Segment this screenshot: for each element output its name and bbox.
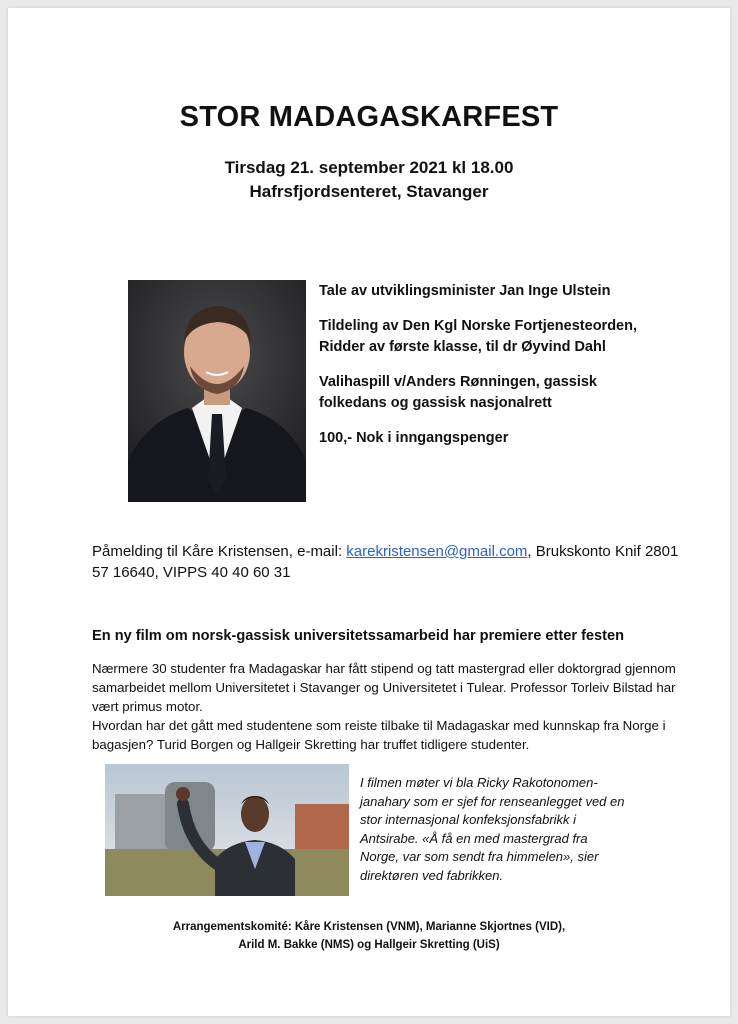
film-paragraph-1: Nærmere 30 studenter fra Madagaskar har fått stipend og tatt mastergrad eller doktorgrad gjennom samarbeidet mellom Universitetet i Stavanger og Universitetet i Tulear. Professor Torleiv Bilstad har vært primus motor. bbox=[92, 661, 676, 714]
signup-prefix: Påmelding til Kåre Kristensen, e-mail: bbox=[92, 543, 347, 560]
event-venue: Hafrsfjordsenteret, Stavanger bbox=[249, 182, 489, 201]
program-list bbox=[319, 281, 639, 463]
minister-portrait-photo bbox=[128, 280, 306, 502]
event-date: Tirsdag 21. september 2021 kl 18.00 bbox=[224, 158, 514, 177]
film-description bbox=[92, 659, 692, 754]
committee-line-2: Arild M. Bakke (NMS) og Hallgeir Skretting (UiS) bbox=[238, 939, 500, 951]
photo-caption: I filmen møter vi bla Ricky Rakotonomen-janahary som er sjef for renseanlegget ved en stor internasjonal konfeksjonsfabrikk i Antsirabe. «Å få en med mastergrad fra Norge, var som sendt fra himmelen», sier direktøren ved fabrikken. bbox=[360, 775, 625, 883]
program-item-entry-fee: 100,- Nok i inngangspenger bbox=[319, 430, 509, 446]
organizing-committee bbox=[8, 918, 730, 954]
program-item-speech: Tale av utviklingsminister Jan Inge Ulstein bbox=[319, 283, 611, 299]
signup-suffix: , Brukskonto Knif 2801 57 16640, VIPPS 40 40 60 31 bbox=[92, 543, 679, 581]
student-photo-illustration bbox=[105, 764, 349, 896]
program-item-music: Valihaspill v/Anders Rønningen, gassisk folkedans og gassisk nasjonalrett bbox=[319, 374, 597, 411]
event-title: STOR MADAGASKARFEST bbox=[179, 101, 559, 133]
committee-line-1: Arrangementskomité: Kåre Kristensen (VNM), Marianne Skjortnes (VID), bbox=[172, 921, 566, 933]
email-link[interactable]: karekristensen@gmail.com bbox=[346, 543, 528, 560]
program-item-award: Tildeling av Den Kgl Norske Fortjenesteorden, Ridder av første klasse, til dr Øyvind Dahl bbox=[319, 318, 637, 355]
film-heading: En ny film om norsk-gassisk universitetssamarbeid har premiere etter festen bbox=[92, 628, 625, 644]
film-paragraph-2: Hvordan har det gått med studentene som reiste tilbake til Madagaskar med kunnskap fra Norge i bagasjen? Turid Borgen og Hallgeir Skretting har truffet tidligere studenter. bbox=[92, 718, 666, 752]
flyer-page bbox=[8, 8, 730, 1016]
signup-info bbox=[92, 541, 692, 583]
student-photo bbox=[105, 764, 349, 896]
portrait-illustration bbox=[128, 280, 306, 502]
